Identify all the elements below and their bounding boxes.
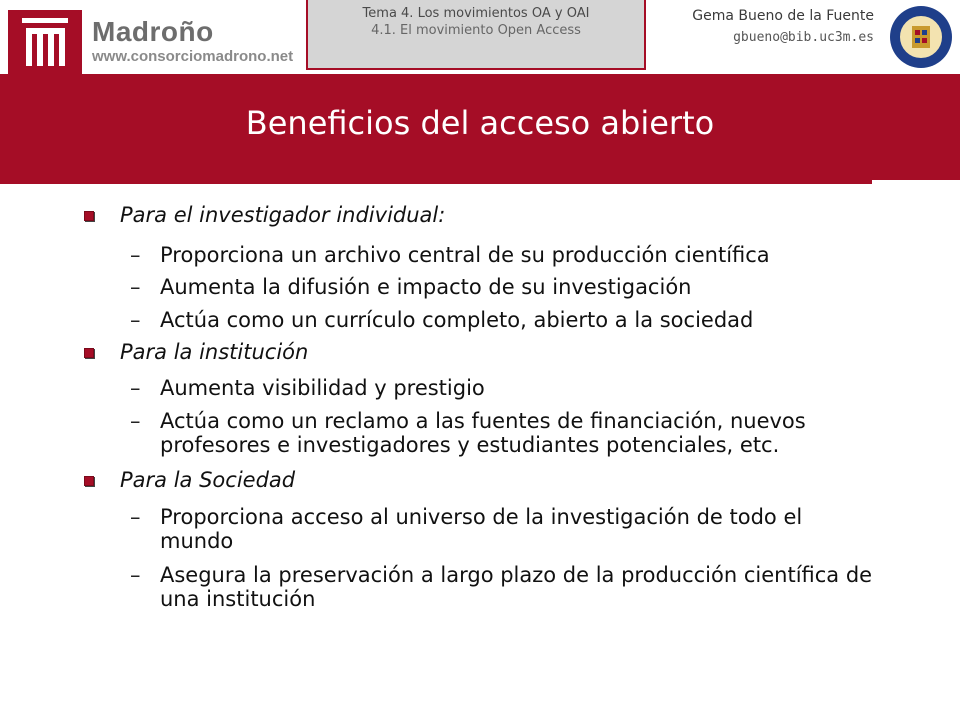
dash-bullet: –	[130, 308, 141, 332]
list-item: Aumenta visibilidad y prestigio	[160, 376, 485, 400]
square-bullet-icon	[84, 211, 94, 221]
square-bullet-icon	[84, 348, 94, 358]
list-item: Proporciona acceso al universo de la investigación de todo el mundo	[160, 505, 803, 553]
logo-name: Madroño	[92, 16, 214, 47]
dash-bullet: –	[130, 505, 141, 529]
dash-bullet: –	[130, 563, 141, 587]
section-heading: Para el investigador individual:	[120, 203, 446, 227]
section-heading: Para la institución	[120, 340, 309, 364]
dash-bullet: –	[130, 409, 141, 433]
topic-title: Tema 4. Los movimientos OA y OAI	[362, 6, 590, 21]
author-name: Gema Bueno de la Fuente	[692, 8, 874, 24]
list-item: Actúa como un currículo completo, abierto a la sociedad	[160, 308, 754, 332]
dash-bullet: –	[130, 275, 141, 299]
square-bullet-icon	[84, 476, 94, 486]
list-item: Asegura la preservación a largo plazo de la producción científica de una institución	[160, 563, 873, 611]
section-heading: Para la Sociedad	[120, 468, 296, 492]
dash-bullet: –	[130, 376, 141, 400]
topic-subtitle: 4.1. El movimiento Open Access	[371, 23, 581, 38]
logo-url: www.consorciomadrono.net	[92, 48, 294, 65]
list-item: Proporciona un archivo central de su producción científica	[160, 243, 770, 267]
list-item: Actúa como un reclamo a las fuentes de financiación, nuevos profesores e investigadores y estudiantes potenciales, etc.	[160, 409, 806, 457]
list-item: Aumenta la difusión e impacto de su investigación	[160, 275, 692, 299]
dash-bullet: –	[130, 243, 141, 267]
author-email: gbueno@bib.uc3m.es	[733, 30, 874, 45]
slide-title: Beneficios del acceso abierto	[245, 104, 715, 142]
